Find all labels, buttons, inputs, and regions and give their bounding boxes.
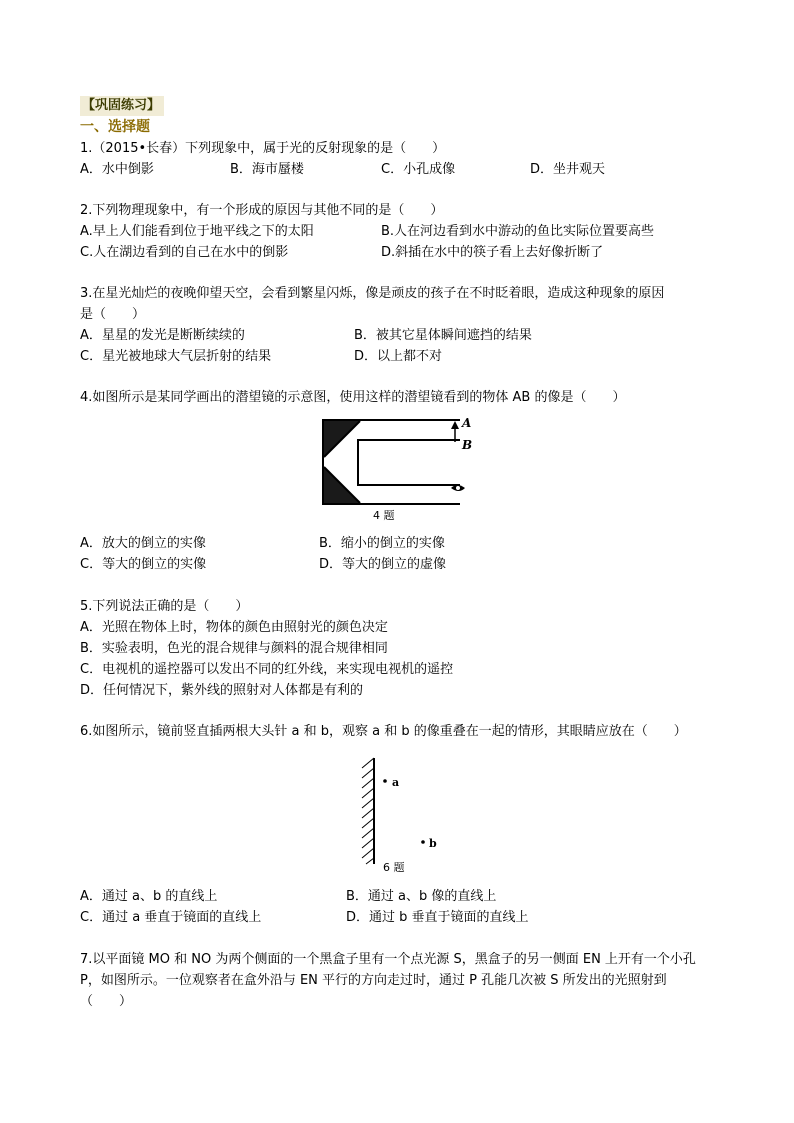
- q6-stem: 6.如图所示，镜前竖直插两根大头针 a 和 b，观察 a 和 b 的像重叠在一起的情形，其眼睛应放在（ ）: [80, 724, 687, 739]
- q2-option-a: A.早上人们能看到位于地平线之下的太阳: [80, 224, 314, 239]
- q3-option-a: A．星星的发光是断断续续的: [80, 328, 245, 343]
- q1-stem: 1.（2015•长春）下列现象中，属于光的反射现象的是（ ）: [80, 141, 446, 156]
- q4-figure-caption: 4 题: [373, 509, 395, 522]
- q7-stem-line2: P，如图所示。一位观察者在盒外沿与 EN 平行的方向走过时，通过 P 孔能几次被 S 所发出的光照射到: [80, 973, 667, 988]
- q4-option-b: B．缩小的倒立的实像: [319, 536, 445, 551]
- q7-stem-line3: （ ）: [80, 994, 133, 1009]
- q1-option-c: C．小孔成像: [381, 162, 456, 177]
- q1-option-b: B．海市蜃楼: [230, 162, 304, 177]
- q3-option-c: C．星光被地球大气层折射的结果: [80, 349, 272, 364]
- q1-option-d: D．坐井观天: [530, 162, 606, 177]
- q5-option-a: A．光照在物体上时，物体的颜色由照射光的颜色决定: [80, 620, 388, 635]
- periscope-figure: [318, 412, 478, 512]
- q2-stem: 2.下列物理现象中，有一个形成的原因与其他不同的是（ ）: [80, 203, 444, 218]
- q3-stem-line1: 3.在星光灿烂的夜晚仰望天空，会看到繁星闪烁，像是顽皮的孩子在不时眨着眼，造成这种现象的原因: [80, 286, 665, 301]
- q3-option-b: B．被其它星体瞬间遮挡的结果: [354, 328, 532, 343]
- q5-option-b: B．实验表明，色光的混合规律与颜料的混合规律相同: [80, 641, 388, 656]
- q5-option-c: C．电视机的遥控器可以发出不同的红外线，来实现电视机的遥控: [80, 662, 454, 677]
- q2-option-c: C.人在湖边看到的自己在水中的倒影: [80, 245, 289, 260]
- q6-figure-caption: 6 题: [383, 861, 405, 874]
- label-pin-b: b: [429, 837, 437, 850]
- q4-option-d: D．等大的倒立的虚像: [319, 557, 447, 572]
- q2-option-b: B.人在河边看到水中游动的鱼比实际位置要高些: [381, 224, 655, 239]
- q6-option-a: A．通过 a、b 的直线上: [80, 889, 218, 904]
- q5-option-d: D．任何情况下，紫外线的照射对人体都是有利的: [80, 683, 364, 698]
- q7-stem-line1: 7.以平面镜 MO 和 NO 为两个侧面的一个黑盒子里有一个点光源 S，黑盒子的另一侧面 EN 上开有一个小孔: [80, 952, 696, 967]
- pin-b: [421, 840, 425, 844]
- label-pin-a: a: [392, 776, 400, 789]
- q2-option-d: D.斜插在水中的筷子看上去好像折断了: [381, 245, 604, 260]
- q3-option-d: D．以上都不对: [354, 349, 443, 364]
- q6-option-d: D．通过 b 垂直于镜面的直线上: [346, 910, 529, 925]
- label-a: A: [462, 416, 472, 430]
- q1-option-a: A．水中倒影: [80, 162, 154, 177]
- q6-option-c: C．通过 a 垂直于镜面的直线上: [80, 910, 262, 925]
- q4-stem: 4.如图所示是某同学画出的潜望镜的示意图，使用这样的潜望镜看到的物体 AB 的像是（ ）: [80, 390, 626, 405]
- q5-stem: 5.下列说法正确的是（ ）: [80, 599, 249, 614]
- pin-a: [383, 779, 387, 783]
- mirror-pins-figure: [358, 756, 448, 866]
- section-title: 一、选择题: [80, 119, 150, 135]
- mirror-hatching: [362, 758, 374, 864]
- q4-option-c: C．等大的倒立的实像: [80, 557, 207, 572]
- section-tag: 【巩固练习】: [80, 96, 164, 116]
- label-b: B: [462, 438, 473, 452]
- q3-stem-line2: 是（ ）: [80, 307, 146, 322]
- q6-option-b: B．通过 a、b 像的直线上: [346, 889, 497, 904]
- q4-option-a: A．放大的倒立的实像: [80, 536, 206, 551]
